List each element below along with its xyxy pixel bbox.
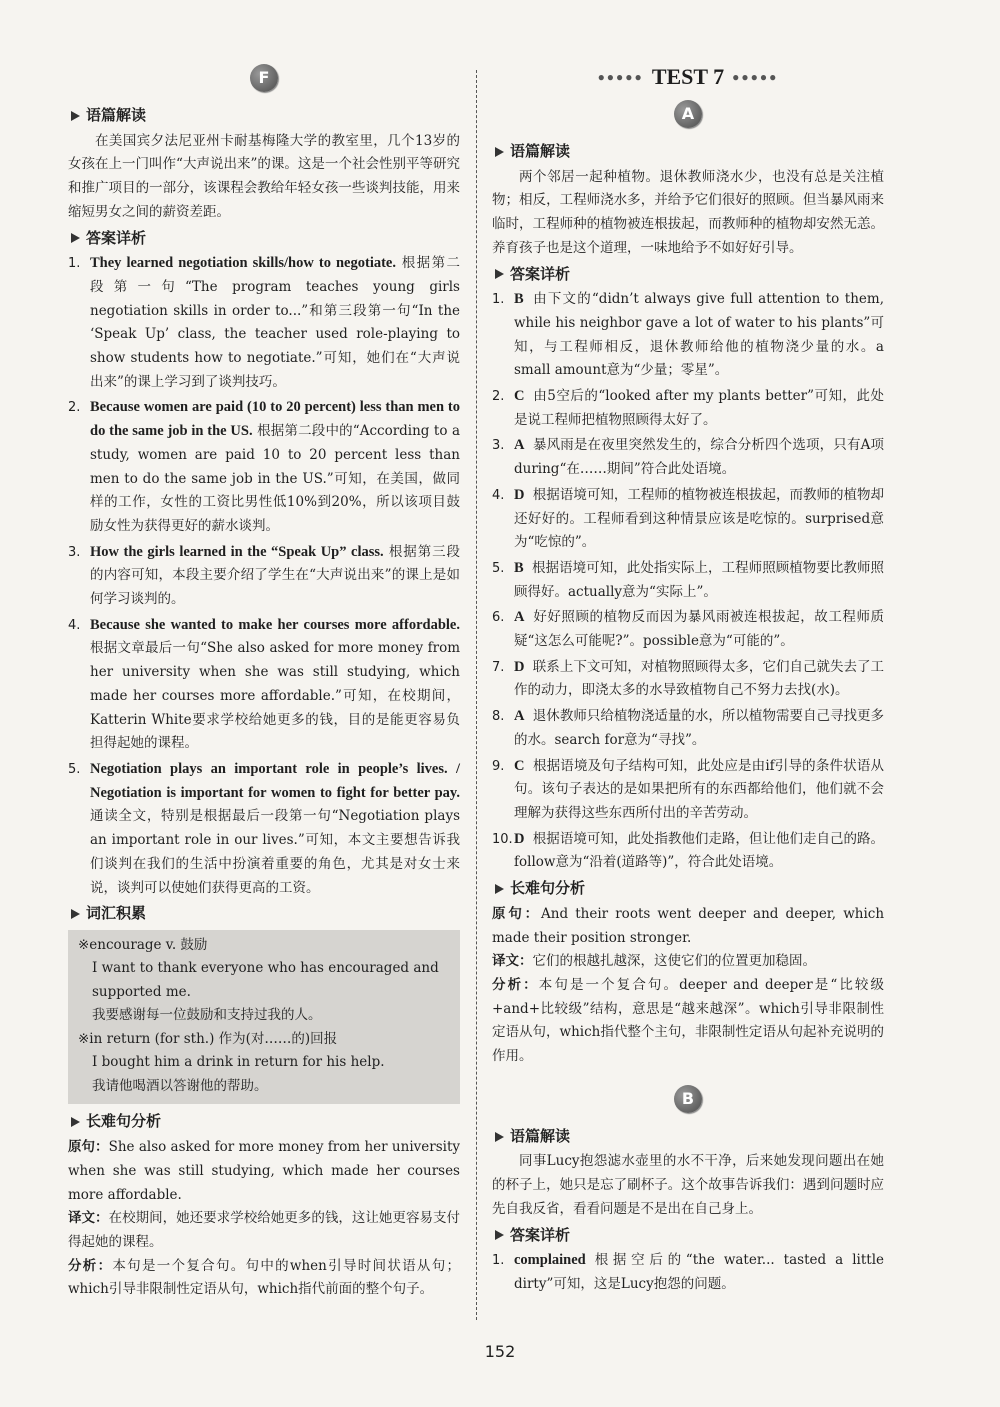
answer-explanation: 根据语境可知，此处指实际上，工程师照顾植物要比教师照顾得好。actually意为“实际上”。 — [514, 559, 885, 600]
original-text: And their roots went deeper and deeper, which made their position stronger. — [492, 905, 885, 946]
heading-answer-analysis — [68, 227, 460, 251]
vocab-example-en: I want to thank everyone who has encouraged and supported me. — [92, 960, 439, 1000]
answer-number: 7. — [492, 659, 505, 675]
answer-explanation: 联系上下文可知，对植物照顾得太多，它们自己就失去了工作的动力，即浇太多的水导致植物自己不努力去找(水)。 — [514, 658, 885, 699]
answer-item — [492, 656, 884, 703]
answer-number: 3. — [68, 544, 81, 560]
answer-text: They learned negotiation skills/how to negotiate. — [90, 255, 396, 272]
translation — [68, 1207, 460, 1254]
heading-text: 语篇解读 — [86, 106, 147, 124]
answer-choice: C — [514, 757, 525, 774]
label-original: 原句： — [492, 905, 542, 922]
heading-text: 长难句分析 — [510, 879, 586, 898]
badge-b-wrap — [492, 1085, 884, 1121]
answer-explanation: 根据语境及句子结构可知，此处应是由if引导的条件状语从句。该句子表达的是如果把所有的东西都给他们，他们就不会理解为获得这些东西所付出的辛苦劳动。 — [514, 757, 884, 821]
answer-choice: A — [514, 437, 525, 454]
answer-number: 6. — [492, 610, 505, 626]
section-badge-b: B — [674, 1085, 702, 1113]
badge-f-wrap — [68, 64, 460, 100]
heading-marker-icon — [495, 147, 504, 157]
answer-explanation: 好好照顾的植物反而因为暴风雨被连根拔起，故工程师质疑“这怎么可能呢?”。possible意为“可能的”。 — [514, 609, 884, 650]
heading-marker-icon — [495, 1132, 504, 1142]
answer-text: complained — [514, 1252, 586, 1269]
answer-number: 3. — [492, 438, 505, 454]
answer-choice: D — [514, 658, 525, 675]
answer-body — [514, 434, 884, 481]
original-sentence — [492, 903, 884, 950]
vocab-word: ※encourage v. 鼓励 — [78, 936, 208, 953]
answer-body — [514, 755, 884, 826]
original-sentence — [68, 1136, 460, 1207]
heading-marker-icon — [71, 1117, 80, 1127]
answer-item — [492, 434, 884, 481]
answer-body — [90, 614, 460, 756]
answer-body — [514, 828, 884, 875]
translation-text: 它们的根越扎越深，这使它们的位置更加稳固。 — [532, 953, 816, 970]
analysis-text: 本句是一个复合句。句中的when引导时间状语从句；which引导非限制性定语从句，which指代前面的整个句子。 — [68, 1257, 461, 1298]
answer-body — [514, 557, 884, 604]
heading-marker-icon — [71, 111, 80, 121]
answer-choice: C — [514, 388, 525, 405]
answer-item — [68, 252, 460, 394]
answer-number: 9. — [492, 758, 505, 774]
answer-item — [492, 484, 884, 555]
heading-long-sentence — [68, 1110, 460, 1134]
answer-item — [68, 758, 460, 900]
heading-vocabulary — [68, 902, 460, 926]
vocab-example-cn: 我要感谢每一位鼓励和支持过我的人。 — [92, 1007, 322, 1024]
heading-text: 答案详析 — [510, 264, 571, 283]
answer-number: 4. — [492, 487, 505, 503]
heading-passage-reading-b — [492, 1125, 884, 1149]
answer-number: 10. — [492, 831, 513, 847]
answer-item — [492, 755, 884, 826]
analysis — [68, 1255, 460, 1302]
answer-choice: D — [514, 486, 525, 503]
answer-body — [90, 758, 460, 900]
heading-passage-reading — [68, 104, 460, 128]
answer-number: 2. — [492, 389, 505, 405]
answer-body — [514, 606, 884, 653]
answer-number: 5. — [68, 761, 81, 777]
answer-explanation: 根据第三段的内容可知，本段主要介绍了学生在“大声说出来”的课上是如何学习谈判的。 — [90, 543, 461, 608]
answer-text: How the girls learned in the “Speak Up” class. — [90, 543, 384, 560]
left-column — [68, 62, 460, 1302]
answer-explanation: 根据空后的“the water... tasted a little dirty”可知，这是Lucy抱怨的问题。 — [514, 1252, 884, 1292]
answer-number: 2. — [68, 400, 81, 416]
answer-explanation: 由下文的“didn’t always give full attention to them, while his neighbor gave a lot of water to his plants”可知，与工程师相反，退休教师给他的植物浇少量的水。a small amount意为“少量；零星”。 — [514, 291, 884, 379]
heading-marker-icon — [71, 233, 80, 243]
answer-body — [514, 656, 884, 703]
vocab-example-cn: 我请他喝酒以答谢他的帮助。 — [92, 1077, 268, 1094]
passage-summary: 在美国宾夕法尼亚州卡耐基梅隆大学的教室里，几个13岁的女孩在上一门叫作“大声说出来”的课。这是一个社会性别平等研究和推广项目的一部分，该课程会教给年轻女孩一些谈判技能，用来缩短男女之间的薪资差距。 — [68, 132, 460, 220]
vocabulary-box — [68, 930, 460, 1105]
answer-number: 1. — [68, 256, 81, 272]
heading-marker-icon — [71, 909, 80, 919]
heading-marker-icon — [495, 884, 504, 894]
answer-body — [514, 705, 884, 752]
test-title-text: TEST 7 — [651, 64, 725, 89]
answer-explanation: 根据语境可知，此处指教他们走路，但让他们走自己的路。follow意为“沿着(道路等)”，符合此处语境。 — [514, 830, 885, 871]
answer-body — [514, 385, 884, 432]
answer-body — [514, 288, 884, 383]
heading-marker-icon — [495, 1230, 504, 1240]
label-translation: 译文： — [68, 1210, 109, 1227]
answer-body — [90, 541, 460, 612]
answer-choice: D — [514, 830, 525, 847]
answer-item — [68, 396, 460, 538]
heading-text: 语篇解读 — [510, 1126, 571, 1145]
answer-body — [514, 484, 884, 555]
answer-text: Because she wanted to make her courses more affordable. — [90, 616, 460, 633]
title-dots-left: ●●●●● — [597, 70, 644, 84]
answer-explanation: 退休教师只给植物浇适量的水，所以植物需要自己寻找更多的水。search for意为“寻找”。 — [514, 708, 885, 748]
heading-text: 语篇解读 — [510, 142, 571, 160]
section-badge-f: F — [250, 64, 278, 92]
answer-item — [492, 385, 884, 432]
answer-item — [492, 1249, 884, 1296]
analysis — [492, 974, 884, 1069]
section-badge-a: A — [674, 100, 702, 128]
heading-text: 长难句分析 — [86, 1112, 162, 1131]
answer-choice: A — [514, 609, 525, 626]
heading-text: 答案详析 — [86, 228, 147, 247]
label-translation: 译文： — [492, 953, 533, 970]
answer-explanation: 根据语境可知，工程师的植物被连根拔起，而教师的植物却还好好的。工程师看到这种情景应该是吃惊的。surprised意为“吃惊的”。 — [514, 486, 885, 551]
answer-item — [492, 288, 884, 383]
answer-item — [68, 614, 460, 756]
answer-number: 8. — [492, 709, 505, 725]
answer-explanation: 根据第二段第一句“The program teaches young girls negotiation skills in order to...”和第三段第一句“In the ‘Speak Up’ class, the teacher used role-playing to show students how to negotiate.”可知，她们在“大声说出来”的课上学习到了谈判技巧。 — [90, 255, 460, 390]
translation — [492, 950, 884, 974]
answer-number: 5. — [492, 560, 505, 576]
answer-explanation: 暴风雨是在夜里突然发生的，综合分析四个选项，只有A项during“在……期间”符合此处语境。 — [514, 437, 885, 478]
answer-choice: B — [514, 559, 524, 576]
page-number: 152 — [484, 1342, 516, 1361]
heading-long-sentence — [492, 877, 884, 901]
badge-a-wrap — [492, 100, 884, 136]
answer-item — [492, 828, 884, 875]
answer-explanation: 根据文章最后一句“She also asked for more money from her university when she was still studying, which made her courses more affordable.”可知，在校期间，Katterin White要求学校给她更多的钱，目的是能更容易负担得起她的课程。 — [90, 640, 460, 752]
heading-answer-analysis-b — [492, 1224, 884, 1248]
vocab-example-en: I bought him a drink in return for his help. — [92, 1054, 385, 1071]
answer-explanation: 由5空后的“looked after my plants better”可知，此处是说工程师把植物照顾得太好了。 — [514, 388, 884, 428]
answer-body — [90, 396, 460, 538]
label-original: 原句： — [68, 1139, 109, 1156]
answer-item — [68, 541, 460, 612]
answer-text: Because women are paid (10 to 20 percent) less than men to do the same job in the US. — [90, 399, 460, 440]
analysis-text: 本句是一个复合句。deeper and deeper是“比较级+and+比较级”结构，意思是“越来越深”。which引导非限制性定语从句，which指代整个主句，非限制性定语从句起补充说明的作用。 — [492, 976, 885, 1065]
heading-text: 答案详析 — [510, 1225, 571, 1244]
passage-summary-b: 同事Lucy抱怨滤水壶里的水不干净，后来她发现问题出在她的杯子上，她只是忘了刷杯子。这个故事告诉我们：遇到问题时应先自我反省，看看问题是不是出在自己身上。 — [492, 1153, 884, 1217]
heading-marker-icon — [495, 269, 504, 279]
answer-body — [514, 1249, 884, 1296]
answer-number: 1. — [492, 292, 505, 308]
answer-explanation: 根据第二段中的“According to a study, women are paid 10 to 20 percent less than men to do the same job in the US.”可知，在美国，做同样的工作，女性的工资比男性低10%到20%，所以该项目鼓励女性为获得更好的薪水谈判。 — [90, 423, 460, 534]
answer-item — [492, 557, 884, 604]
answer-item — [492, 606, 884, 653]
answer-choice: B — [514, 291, 524, 308]
label-analysis: 分析： — [492, 976, 539, 993]
translation-text: 在校期间，她还要求学校给她更多的钱，这让她更容易支付得起她的课程。 — [68, 1210, 461, 1250]
passage-summary: 两个邻居一起种植物。退休教师浇水少，也没有总是关注植物；相反，工程师浇水多，并给予它们很好的照顾。但当暴风雨来临时，工程师种的植物被连根拔起，而教师种的植物却安然无恙。养育孩子也是这个道理，一味地给予不如好好引导。 — [492, 168, 884, 256]
heading-answer-analysis — [492, 263, 884, 287]
answer-number: 4. — [68, 617, 81, 633]
heading-text: 词汇积累 — [86, 904, 147, 923]
answer-explanation: 通读全文，特别是根据最后一段第一句“Negotiation plays an important role in our lives.”可知，本文主要想告诉我们谈判在我们的生活中扮演着重要的角色，尤其是对女士来说，谈判可以使她们获得更高的工资。 — [90, 808, 460, 896]
answer-text: Negotiation plays an important role in people’s lives. / Negotiation is important for women to fight for better pay. — [90, 760, 460, 801]
test-title — [492, 62, 884, 92]
answer-number: 1. — [492, 1253, 505, 1269]
column-divider — [476, 70, 477, 1320]
right-column — [492, 62, 884, 1299]
answer-item — [492, 705, 884, 752]
answer-choice: A — [514, 708, 525, 725]
label-analysis: 分析： — [68, 1257, 113, 1274]
original-text: She also asked for more money from her university when she was still studying, which made her courses more affordable. — [68, 1139, 460, 1203]
heading-passage-reading — [492, 140, 884, 164]
vocab-word: ※in return (for sth.) 作为(对……的)回报 — [78, 1030, 338, 1047]
title-dots-right: ●●●●● — [732, 70, 779, 84]
answer-body — [90, 252, 460, 394]
